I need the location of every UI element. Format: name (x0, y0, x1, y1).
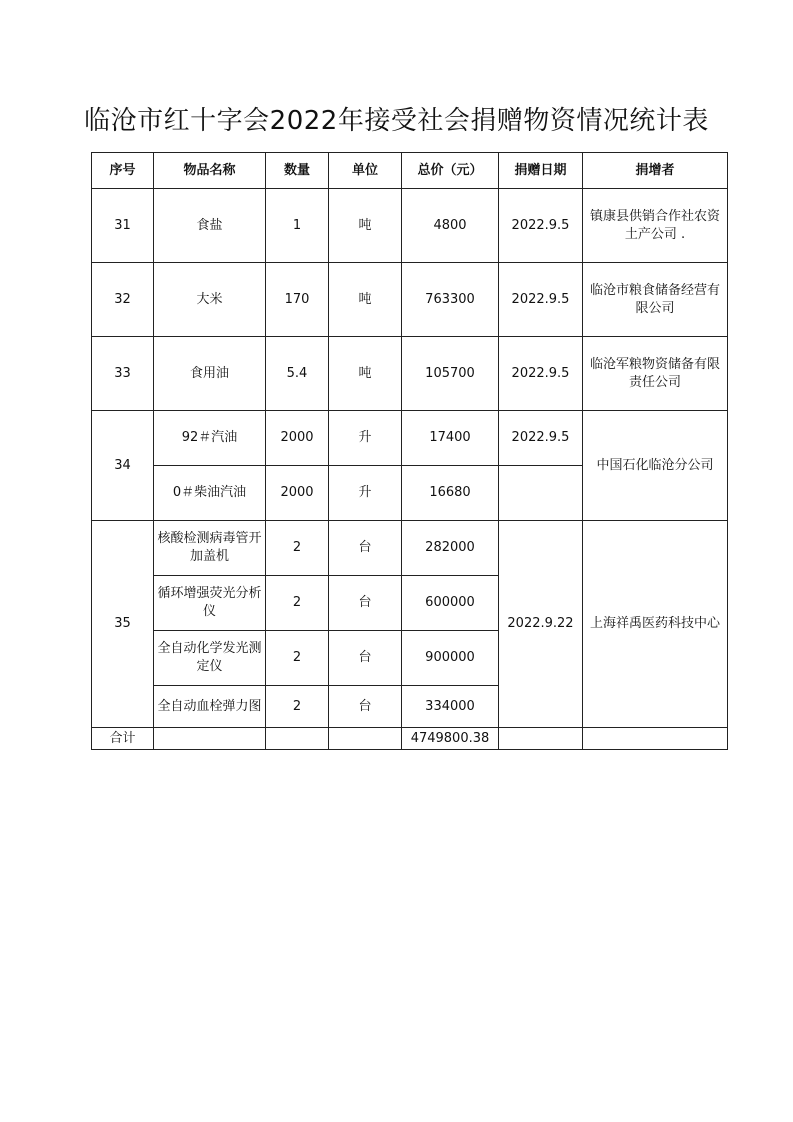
item-name: 92＃汽油 (154, 411, 266, 466)
donation-date: 2022.9.5 (499, 337, 583, 411)
unit: 吨 (329, 263, 402, 337)
header-no: 序号 (92, 153, 154, 189)
donor: 临沧市粮食储备经营有限公司 (583, 263, 728, 337)
donation-date: 2022.9.5 (499, 263, 583, 337)
header-unit: 单位 (329, 153, 402, 189)
total-price: 16680 (402, 466, 499, 521)
unit: 台 (329, 631, 402, 686)
page-title: 临沧市红十字会2022年接受社会捐赠物资情况统计表 (84, 106, 709, 136)
header-total: 总价（元） (402, 153, 499, 189)
total-price: 334000 (402, 686, 499, 728)
total-price: 17400 (402, 411, 499, 466)
item-name: 循环增强荧光分析仪 (154, 576, 266, 631)
donation-date: 2022.9.22 (499, 521, 583, 728)
table-row (92, 263, 728, 337)
item-name: 全自动化学发光测定仪 (154, 631, 266, 686)
summary-row (92, 728, 728, 750)
donor: 中国石化临沧分公司 (583, 411, 728, 521)
header-qty: 数量 (266, 153, 329, 189)
quantity: 170 (266, 263, 329, 337)
item-name: 食用油 (154, 337, 266, 411)
table-row (92, 337, 728, 411)
unit: 台 (329, 686, 402, 728)
header-date: 捐赠日期 (499, 153, 583, 189)
item-name: 食盐 (154, 189, 266, 263)
summary-label: 合计 (92, 728, 154, 750)
item-name: 核酸检测病毒管开加盖机 (154, 521, 266, 576)
donation-table (91, 152, 728, 750)
unit: 升 (329, 466, 402, 521)
header-row (92, 153, 728, 189)
item-name: 大米 (154, 263, 266, 337)
total-price: 900000 (402, 631, 499, 686)
unit: 吨 (329, 189, 402, 263)
row-number: 31 (92, 189, 154, 263)
summary-empty (329, 728, 402, 750)
unit: 吨 (329, 337, 402, 411)
table-row (92, 411, 728, 466)
donor: 镇康县供销合作社农资土产公司 . (583, 189, 728, 263)
quantity: 2 (266, 521, 329, 576)
unit: 台 (329, 521, 402, 576)
unit: 升 (329, 411, 402, 466)
summary-empty (499, 728, 583, 750)
row-number: 33 (92, 337, 154, 411)
total-price: 600000 (402, 576, 499, 631)
quantity: 2 (266, 686, 329, 728)
quantity: 2 (266, 631, 329, 686)
quantity: 2 (266, 576, 329, 631)
donation-date (499, 466, 583, 521)
quantity: 5.4 (266, 337, 329, 411)
summary-empty (154, 728, 266, 750)
header-donor: 捐增者 (583, 153, 728, 189)
row-number: 35 (92, 521, 154, 728)
header-item: 物品名称 (154, 153, 266, 189)
quantity: 2000 (266, 411, 329, 466)
donation-date: 2022.9.5 (499, 411, 583, 466)
unit: 台 (329, 576, 402, 631)
total-price: 105700 (402, 337, 499, 411)
summary-total: 4749800.38 (402, 728, 499, 750)
row-number: 32 (92, 263, 154, 337)
donor: 上海祥禹医药科技中心 (583, 521, 728, 728)
summary-empty (583, 728, 728, 750)
total-price: 4800 (402, 189, 499, 263)
item-name: 全自动血栓弹力图 (154, 686, 266, 728)
total-price: 763300 (402, 263, 499, 337)
donation-date: 2022.9.5 (499, 189, 583, 263)
total-price: 282000 (402, 521, 499, 576)
table-row (92, 521, 728, 576)
summary-empty (266, 728, 329, 750)
donor: 临沧军粮物资储备有限责任公司 (583, 337, 728, 411)
table-row (92, 189, 728, 263)
item-name: 0＃柴油汽油 (154, 466, 266, 521)
quantity: 2000 (266, 466, 329, 521)
row-number: 34 (92, 411, 154, 521)
quantity: 1 (266, 189, 329, 263)
